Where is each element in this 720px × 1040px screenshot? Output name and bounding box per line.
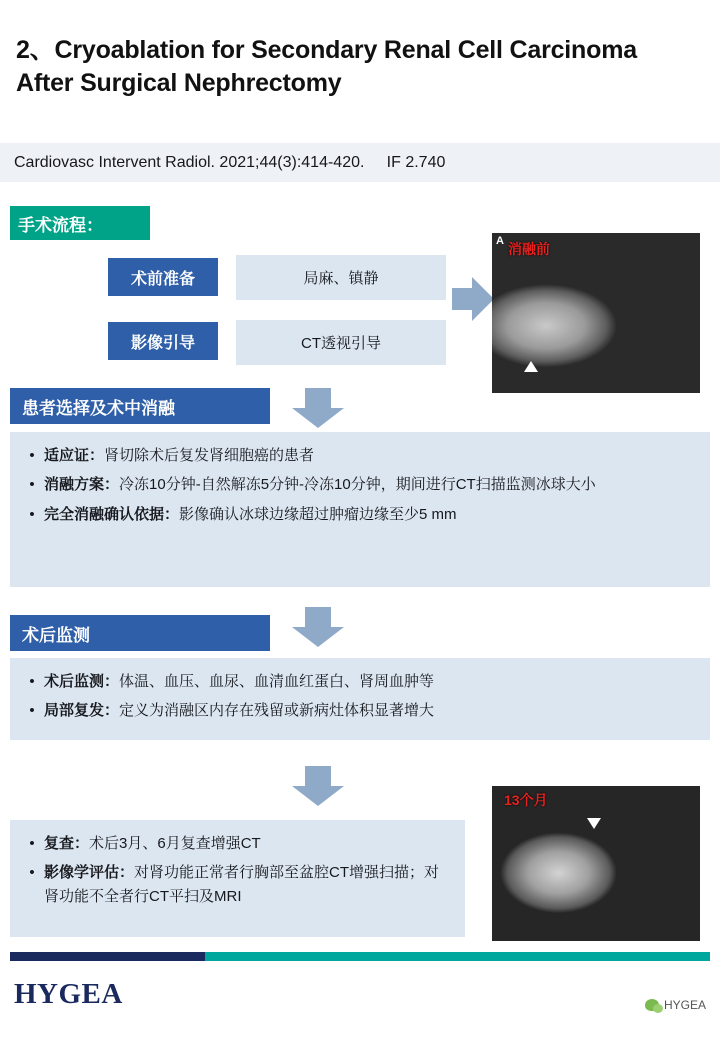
footer-divider-teal	[205, 952, 710, 961]
bullet-label: 局部复发：	[44, 702, 120, 720]
bullet-text: 定义为消融区内存在残留或新病灶体积显著增大	[119, 702, 435, 720]
flow-label-guidance: 影像引导	[108, 322, 218, 360]
list-item	[20, 503, 696, 526]
ct-image-2-caption: 13个月	[504, 792, 548, 808]
arrow-down-icon-1	[292, 388, 344, 428]
journal-citation-text: Cardiovasc Intervent Radiol. 2021;44(3):414-420. IF 2.740	[14, 153, 446, 171]
arrow-down-icon-2	[292, 607, 344, 647]
ct-annotation-arrow-icon-2	[587, 818, 601, 829]
flow-value-preop: 局麻、镇静	[236, 255, 446, 300]
ct-annotation-arrow-icon	[524, 361, 538, 372]
ct-image-pre-ablation	[492, 233, 700, 393]
bullet-label: 影像学评估：	[44, 864, 135, 882]
bullet-text: 冷冻10分钟-自然解冻5分钟-冷冻10分钟，期间进行CT扫描监测冰球大小	[119, 476, 596, 494]
flow-value-guidance: CT透视引导	[236, 320, 446, 365]
list-item	[20, 670, 696, 693]
wechat-icon	[645, 999, 659, 1011]
ct-image-1-letter: A	[496, 235, 504, 247]
journal-citation-band	[0, 143, 720, 182]
section-label-workflow: 手术流程：	[10, 206, 150, 240]
panel-patient-selection	[10, 432, 710, 587]
bullet-text: 影像确认冰球边缘超过肿瘤边缘至少5 mm	[179, 505, 457, 523]
bullet-dot: •	[29, 673, 35, 690]
bullet-text: 对肾功能正常者行胸部至盆腔CT增强扫描；对肾功能不全者行CT平扫及MRI	[44, 864, 440, 905]
bullet-dot: •	[29, 835, 35, 852]
list-item	[20, 832, 451, 855]
bullet-label: 适应证：	[44, 447, 105, 464]
list-item	[20, 473, 696, 496]
panel-followup	[10, 820, 465, 937]
ct-image-1-caption: 消融前	[508, 241, 550, 257]
bullet-dot: •	[29, 505, 35, 523]
arrow-down-icon-3	[292, 766, 344, 806]
bullet-label: 消融方案：	[44, 476, 120, 494]
wechat-account-label: HYGEA	[663, 998, 706, 1012]
bullet-dot: •	[29, 864, 35, 882]
bullet-label: 复查：	[44, 835, 90, 852]
ct-image-followup-13months	[492, 786, 700, 941]
bullet-text: 术后3月、6月复查增强CT	[89, 835, 261, 852]
bullet-text: 体温、血压、血尿、血清血红蛋白、肾周血肿等	[119, 673, 435, 690]
list-item	[20, 699, 696, 722]
bullet-label: 完全消融确认依据：	[44, 505, 180, 523]
footer-divider-dark	[10, 952, 205, 961]
flow-label-preop: 术前准备	[108, 258, 218, 296]
bullet-label: 术后监测：	[44, 673, 120, 690]
section-header-postop-monitoring: 术后监测	[10, 615, 270, 651]
page-title: 2、Cryoablation for Secondary Renal Cell Carcinoma After Surgical Nephrectomy	[16, 36, 637, 97]
footer-divider	[10, 952, 710, 961]
bullet-dot: •	[29, 447, 35, 464]
bullet-dot: •	[29, 476, 35, 494]
section-header-patient-selection: 患者选择及术中消融	[10, 388, 270, 424]
brand-logo-text: HYGEA	[14, 978, 123, 1010]
list-item	[20, 444, 696, 467]
list-item	[20, 861, 451, 908]
panel-postop-monitoring	[10, 658, 710, 740]
wechat-account	[645, 998, 706, 1012]
bullet-text: 肾切除术后复发肾细胞癌的患者	[104, 447, 315, 464]
bullet-dot: •	[29, 702, 35, 720]
